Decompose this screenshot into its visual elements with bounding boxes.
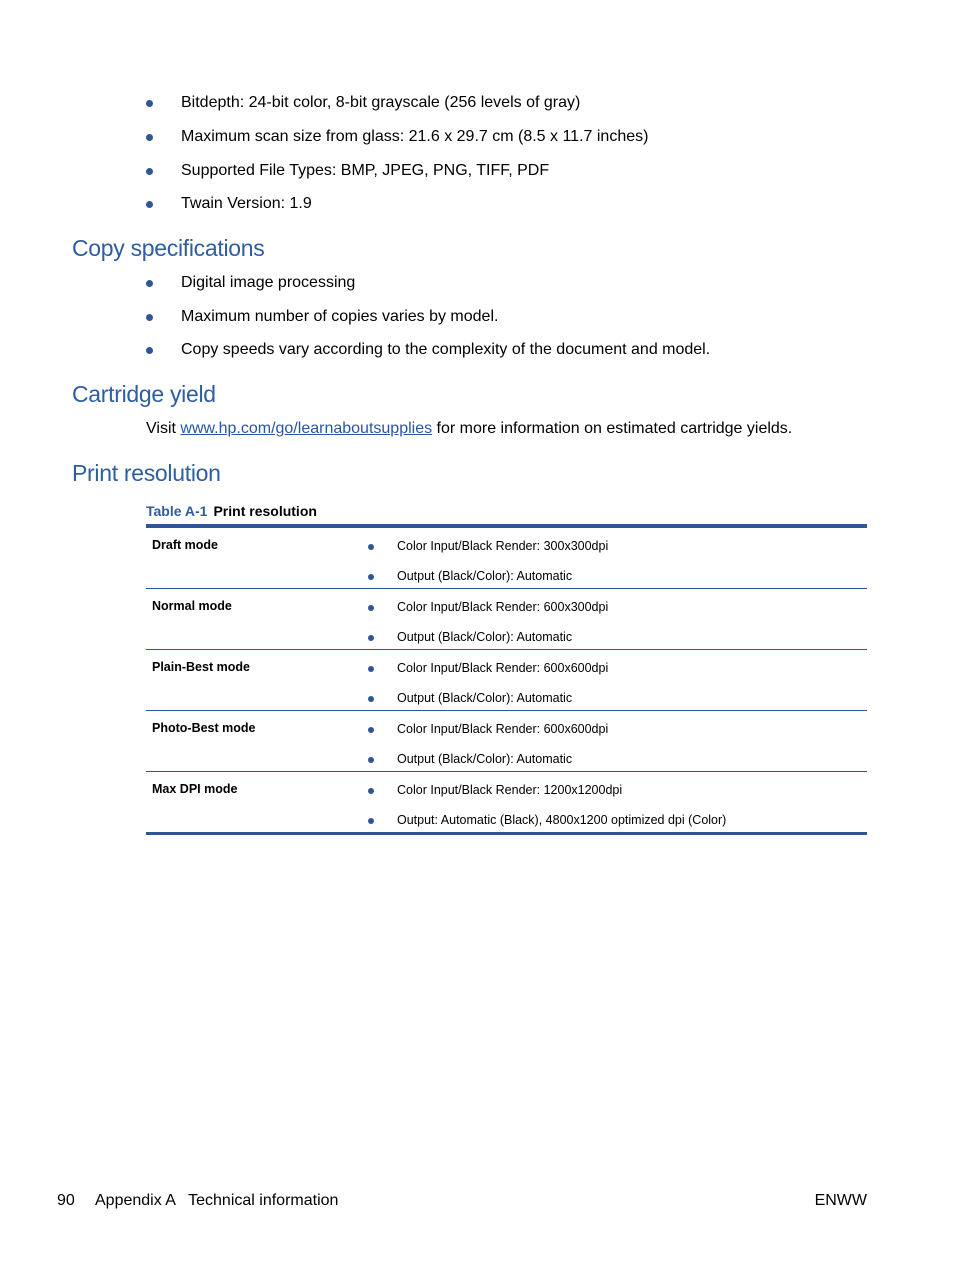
- table-number: Table A-1: [146, 503, 208, 519]
- list-item-text: Bitdepth: 24-bit color, 8-bit grayscale (256 levels of gray): [181, 94, 581, 111]
- list-item-text: Maximum number of copies varies by model.: [181, 308, 499, 325]
- scan-specs-list: [146, 93, 648, 214]
- list-item: [146, 307, 710, 340]
- setting-text: Output (Black/Color): Automatic: [397, 752, 573, 766]
- setting-text: Color Input/Black Render: 600x600dpi: [397, 661, 609, 675]
- mode-cell: Photo-Best mode: [152, 721, 256, 735]
- table-title: Print resolution: [213, 503, 317, 519]
- setting-text: Output: Automatic (Black), 4800x1200 optimized dpi (Color): [397, 813, 727, 827]
- copy-specifications-heading: Copy specifications: [72, 235, 265, 261]
- table-row: [146, 771, 867, 832]
- list-item-text: Copy speeds vary according to the complexity of the document and model.: [181, 341, 711, 358]
- mode-cell: Normal mode: [152, 599, 232, 613]
- setting-item: [368, 661, 608, 675]
- setting-item: [368, 630, 572, 644]
- footer-right: ENWW: [814, 1192, 867, 1209]
- list-item-text: Digital image processing: [181, 274, 356, 291]
- mode-cell: Max DPI mode: [152, 782, 238, 796]
- list-item: [146, 340, 710, 360]
- setting-text: Output (Black/Color): Automatic: [397, 691, 573, 705]
- setting-item: [368, 691, 572, 705]
- footer-section: Appendix A Technical information: [95, 1192, 339, 1209]
- table-row: [146, 588, 867, 649]
- setting-item: [368, 539, 608, 553]
- list-item: [146, 194, 648, 214]
- setting-text: Output (Black/Color): Automatic: [397, 569, 573, 583]
- print-resolution-table: [146, 524, 867, 835]
- copy-specs-list: [146, 273, 710, 360]
- bullet-icon: [368, 727, 374, 733]
- bullet-icon: [146, 201, 153, 208]
- setting-text: Color Input/Black Render: 1200x1200dpi: [397, 783, 623, 797]
- bullet-icon: [146, 347, 153, 354]
- table-row: [146, 649, 867, 710]
- mode-cell: Plain-Best mode: [152, 660, 250, 674]
- paragraph-text: Visit: [146, 420, 181, 437]
- setting-item: [368, 752, 572, 766]
- paragraph-text: for more information on estimated cartridge yields.: [432, 420, 793, 437]
- bullet-icon: [368, 696, 374, 702]
- setting-item: [368, 813, 726, 827]
- cartridge-yield-paragraph: [146, 419, 792, 439]
- list-item-text: Supported File Types: BMP, JPEG, PNG, TIFF, PDF: [181, 162, 550, 179]
- bullet-icon: [368, 757, 374, 763]
- list-item: [146, 93, 648, 127]
- list-item-text: Twain Version: 1.9: [181, 195, 312, 212]
- bullet-icon: [368, 635, 374, 641]
- setting-item: [368, 722, 608, 736]
- table-row: [146, 710, 867, 771]
- list-item-text: Maximum scan size from glass: 21.6 x 29.7 cm (8.5 x 11.7 inches): [181, 128, 649, 145]
- print-resolution-heading: Print resolution: [72, 460, 221, 486]
- setting-item: [368, 600, 608, 614]
- bullet-icon: [146, 314, 153, 321]
- list-item: [146, 127, 648, 161]
- setting-text: Color Input/Black Render: 600x600dpi: [397, 722, 609, 736]
- bullet-icon: [368, 544, 374, 550]
- setting-text: Color Input/Black Render: 300x300dpi: [397, 539, 609, 553]
- list-item: [146, 161, 648, 194]
- setting-item: [368, 569, 572, 583]
- table-row: [146, 528, 867, 588]
- bullet-icon: [146, 134, 153, 141]
- bullet-icon: [368, 605, 374, 611]
- bullet-icon: [368, 666, 374, 672]
- bullet-icon: [368, 788, 374, 794]
- cartridge-yield-heading: Cartridge yield: [72, 381, 216, 407]
- footer-page-number: 90: [57, 1192, 75, 1209]
- setting-item: [368, 783, 622, 797]
- setting-text: Output (Black/Color): Automatic: [397, 630, 573, 644]
- setting-text: Color Input/Black Render: 600x300dpi: [397, 600, 609, 614]
- list-item: [146, 273, 710, 307]
- mode-cell: Draft mode: [152, 538, 218, 552]
- bullet-icon: [146, 280, 153, 287]
- supplies-link[interactable]: www.hp.com/go/learnaboutsupplies: [180, 420, 433, 437]
- bullet-icon: [146, 100, 153, 107]
- bullet-icon: [368, 818, 374, 824]
- table-caption: [146, 502, 317, 520]
- bullet-icon: [368, 574, 374, 580]
- bullet-icon: [146, 168, 153, 175]
